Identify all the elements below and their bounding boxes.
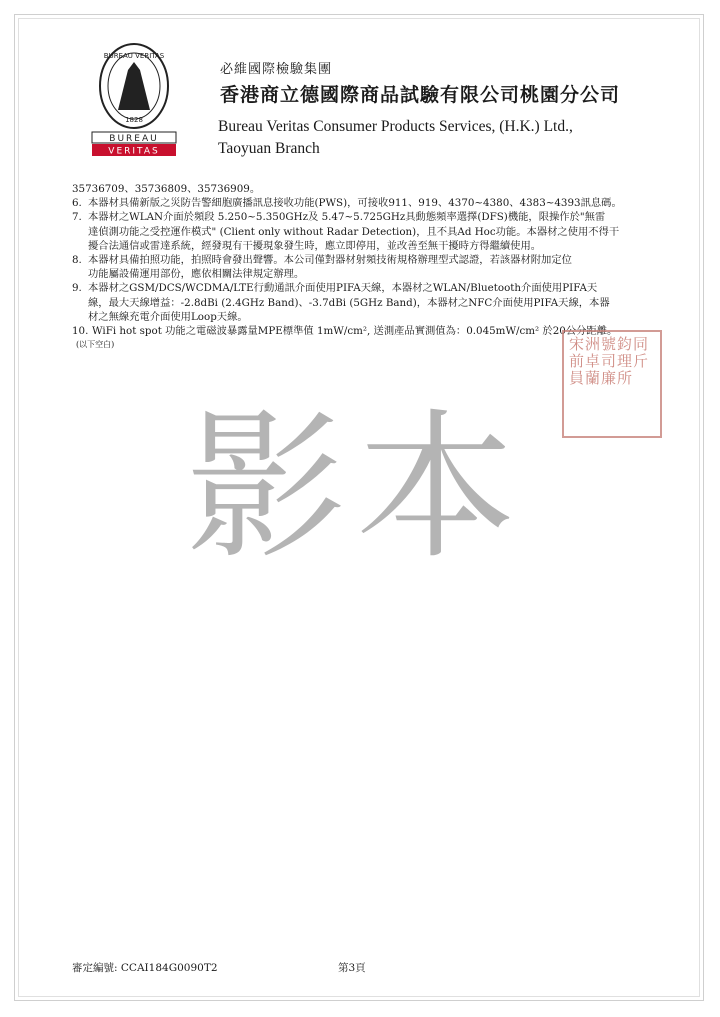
- approval-number: 審定編號: CCAI184G0090T2: [72, 962, 218, 974]
- item-text-line: 本器材之WLAN介面於頻段 5.250~5.350GHz及 5.47~5.725GHz具動態頻率選擇(DFS)機能，限操作於"無雷: [88, 211, 606, 224]
- logo-year: 1828: [125, 116, 143, 124]
- item-text-line: 材之無線充電介面使用Loop天線。: [88, 310, 248, 323]
- continuation-line: 35736709、35736809、35736909。: [72, 183, 261, 195]
- logo-band-1: BUREAU: [109, 134, 159, 144]
- item-text-line: 本器材之GSM/DCS/WCDMA/LTE行動通訊介面使用PIFA天線，本器材之WLAN/Bluetooth介面使用PIFA天: [88, 282, 598, 295]
- item-text-line: 功能屬設備運用部份，應依相關法律規定辦理。: [88, 268, 305, 281]
- official-seal-stamp: 宋洲號鈞同前卓司理斤員蘭廉所: [562, 330, 662, 438]
- item-number: 8.: [72, 254, 82, 267]
- item-8: [72, 253, 672, 281]
- item-9: [72, 281, 672, 324]
- header-org-line-3: Bureau Veritas Consumer Products Services, (H.K.) Ltd.,: [218, 118, 573, 135]
- item-number: 9.: [72, 282, 82, 295]
- item-number: 7.: [72, 211, 82, 224]
- blank-note: (以下空白): [76, 340, 115, 350]
- logo-text-top: BUREAU VERITAS: [103, 52, 165, 60]
- item-text-line: 本器材具備拍照功能，拍照時會發出聲響。本公司僅對器材射頻技術規格辦理型式認證，若該器材附加定位: [88, 254, 572, 267]
- header-org-line-4: Taoyuan Branch: [218, 140, 320, 157]
- item-7: [72, 210, 672, 253]
- item-number: 6.: [72, 197, 82, 210]
- item-text: WiFi hot spot 功能之電磁波暴露量MPE標準值 1mW/cm², 送測產品實測值為：0.045mW/cm² 於20公分距離。: [92, 325, 618, 338]
- header-org-line-1: 必維國際檢驗集團: [220, 62, 333, 77]
- copy-watermark: 影本: [186, 394, 527, 581]
- item-text-line: 達偵測功能之受控運作模式" (Client only without Radar Detection)，且不具Ad Hoc功能。本器材之使用不得干: [88, 225, 620, 238]
- item-text-line: 擾合法通信或雷達系統，經發現有干擾現象發生時，應立即停用，並改善至無干擾時方得繼續使用。: [88, 239, 542, 252]
- header-org-line-2: 香港商立德國際商品試驗有限公司桃園分公司: [220, 84, 621, 106]
- body-text: [72, 182, 672, 352]
- item-text: 本器材具備新版之災防告警細胞廣播訊息接收功能(PWS)，可接收911、919、4370~4380、4383~4393訊息碼。: [88, 197, 622, 210]
- figure-icon: [118, 62, 150, 110]
- item-text-line: 線，最大天線增益：-2.8dBi (2.4GHz Band)、-3.7dBi (5GHz Band)，本器材之NFC介面使用PIFA天線，本器: [88, 296, 610, 309]
- item-number: 10.: [72, 325, 89, 338]
- logo-band-2: VERITAS: [108, 146, 160, 157]
- bureau-veritas-logo: [88, 40, 180, 158]
- page-number: 第3頁: [338, 962, 366, 974]
- item-6: [72, 196, 672, 210]
